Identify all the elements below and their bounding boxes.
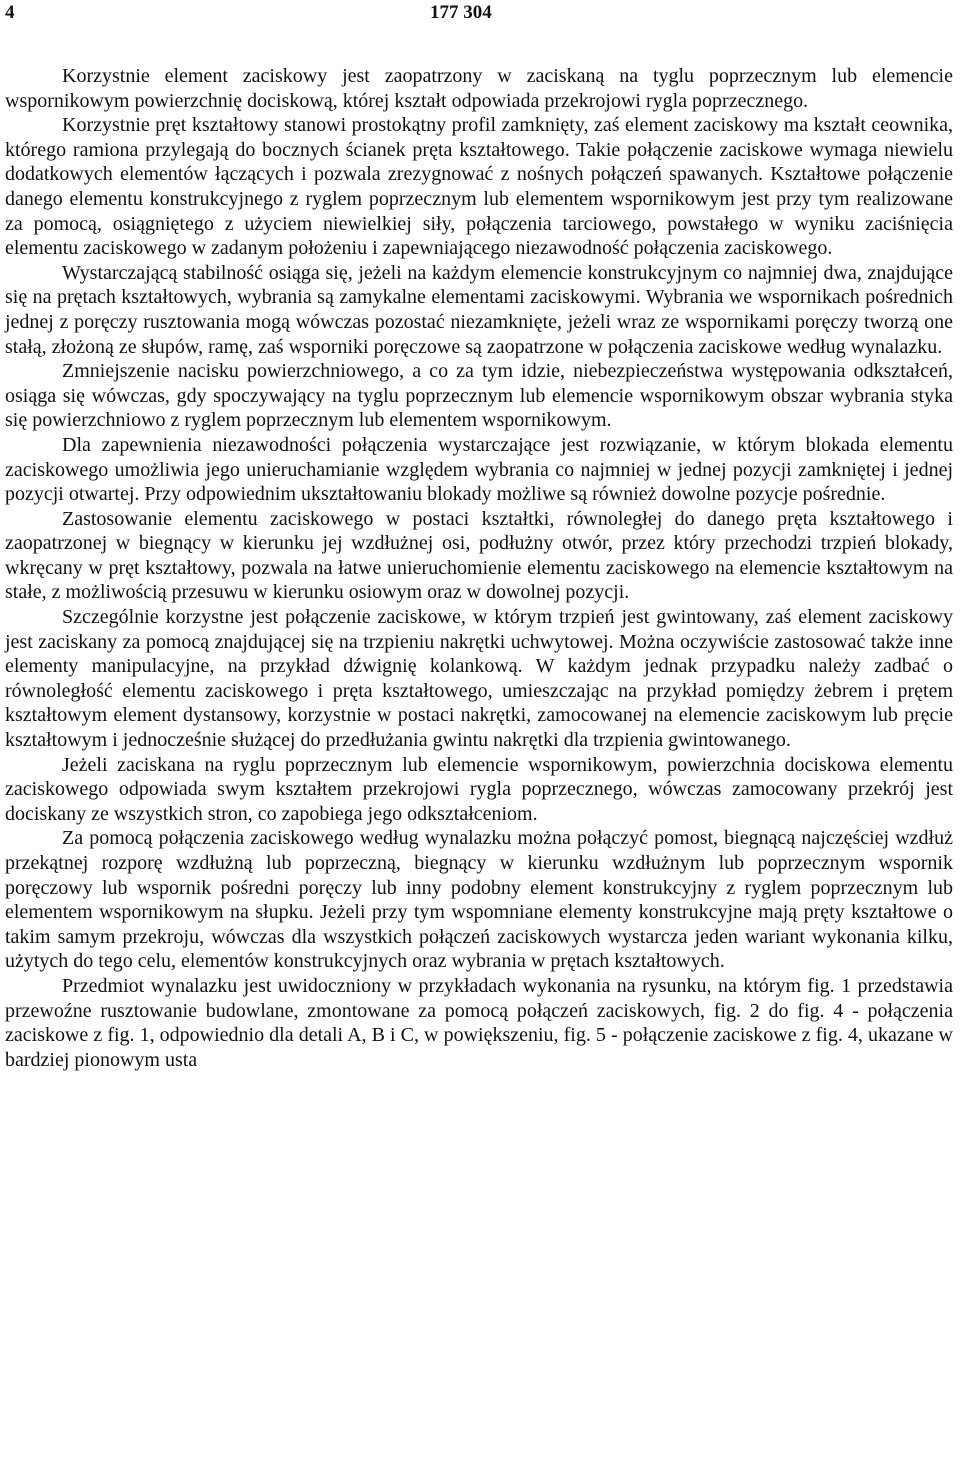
paragraph: Zmniejszenie nacisku powierzchniowego, a co za tym idzie, niebezpieczeństwa występowania odkształceń, osiąga się wówczas, gdy spoczywający na tyglu poprzecznym lub elemencie wspornikowym obszar wybrania styka się powierzchniowo z ryglem poprzecznym lub elementem wspornikowym. [5,360,953,432]
document-number: 177 304 [430,2,492,23]
paragraph: Zastosowanie elementu zaciskowego w postaci kształtki, równoległej do danego pręta kształtowego i zaopatrzonej w biegnący w kierunku jej wzdłużnej osi, podłużny otwór, przez który przechodzi trzpień blokady, wkręcany w pręt kształtowy, pozwala na łatwe unieruchomienie elementu zaciskowego na elemencie kształtowym na stałe, z możliwością przesuwu w kierunku osiowym oraz w dowolnej pozycji. [5,507,953,604]
paragraph: Dla zapewnienia niezawodności połączenia wystarczające jest rozwiązanie, w którym blokada elementu zaciskowego umożliwia jego unieruchamianie względem wybrania co najmniej w jednej pozycji zamkniętej i jednej pozycji otwartej. Przy odpowiednim ukształtowaniu blokady możliwe są również dowolne pozycje pośrednie. [5,433,953,506]
paragraph: Wystarczającą stabilność osiąga się, jeżeli na każdym elemencie konstrukcyjnym co najmniej dwa, znajdujące się na prętach kształtowych, wybrania są zamykalne elementami zaciskowymi. Wybrania we wspornikach pośrednich jednej z poręczy rusztowania mogą wówczas pozostać niezamknięte, jeżeli wraz ze wspornikami poręczy tworzą one stałą, złożoną ze słupów, ramę, zaś wsporniki poręczowe są zaopatrzone w połączenia zaciskowe według wynalazku. [5,261,953,358]
page-number: 4 [5,2,15,23]
body-text [5,64,953,1072]
paragraph: Jeżeli zaciskana na ryglu poprzecznym lub elemencie wspornikowym, powierzchnia dociskowa elementu zaciskowego odpowiada swym kształtem przekrojowi rygla poprzecznego, wówczas zamocowany przekrój jest dociskany ze wszystkich stron, co zapobiega jego odkształceniom. [5,753,953,825]
paragraph: Przedmiot wynalazku jest uwidoczniony w przykładach wykonania na rysunku, na którym fig. 1 przedstawia przewoźne rusztowanie budowlane, zmontowane za pomocą połączeń zaciskowych, fig. 2 do fig. 4 - połączenia zaciskowe z fig. 1, odpowiednio dla detali A, B i C, w powiększeniu, fig. 5 - połączenie zaciskowe z fig. 4, ukazane w bardziej pionowym usta [5,974,953,1071]
paragraph: Szczególnie korzystne jest połączenie zaciskowe, w którym trzpień jest gwintowany, zaś element zaciskowy jest zaciskany za pomocą znajdującej się na trzpieniu nakrętki uchwytowej. Można oczywiście zastosować także inne elementy manipulacyjne, na przykład dźwignię kolankową. W każdym jednak przypadku należy zadbać o równoległość elementu zaciskowego i pręta kształtowego, umieszczając na przykład pomiędzy żebrem i prętem kształtowym element dystansowy, korzystnie w postaci nakrętki, zamocowanej na elemencie zaciskowym lub pręcie kształtowym i jednocześnie służącej do przedłużania gwintu nakrętki dla trzpienia gwintowanego. [5,606,953,752]
paragraph: Korzystnie element zaciskowy jest zaopatrzony w zaciskaną na tyglu poprzecznym lub elemencie wspornikowym powierzchnię dociskową, której kształt odpowiada przekrojowi rygla poprzecznego. [5,65,953,112]
paragraph: Za pomocą połączenia zaciskowego według wynalazku można połączyć pomost, biegnącą najczęściej wzdłuż przekątnej rozporę wzdłużną lub poprzeczną, biegnący w kierunku wzdłużnym lub poprzecznym wspornik poręczowy lub wspornik pośredni poręczy lub inny podobny element konstrukcyjny z ryglem poprzecznym lub elementem wspornikowym na słupku. Jeżeli przy tym wspomniane elementy konstrukcyjne mają pręty kształtowe o takim samym przekroju, wówczas dla wszystkich połączeń zaciskowych wystarcza jeden wariant wykonania kilku, użytych do tego celu, elementów konstrukcyjnych oraz wybrania w prętach kształtowych. [5,827,953,973]
paragraph: Korzystnie pręt kształtowy stanowi prostokątny profil zamknięty, zaś element zaciskowy ma kształt ceownika, którego ramiona przylegają do bocznych ścianek pręta kształtowego. Takie połączenie zaciskowe wymaga niewielu dodatkowych elementów łączących i pozwala zrezygnować z nośnych połączeń spawanych. Kształtowe połączenie danego elementu konstrukcyjnego z ryglem poprzecznym lub elementem wspornikowym jest przy tym realizowane za pomocą, osiągniętego z użyciem niewielkiej siły, połączenia tarciowego, powstałego w wyniku zaciśnięcia elementu zaciskowego w zadanym położeniu i zapewniającego niezawodność połączenia zaciskowego. [5,114,953,260]
page-header [0,0,960,30]
